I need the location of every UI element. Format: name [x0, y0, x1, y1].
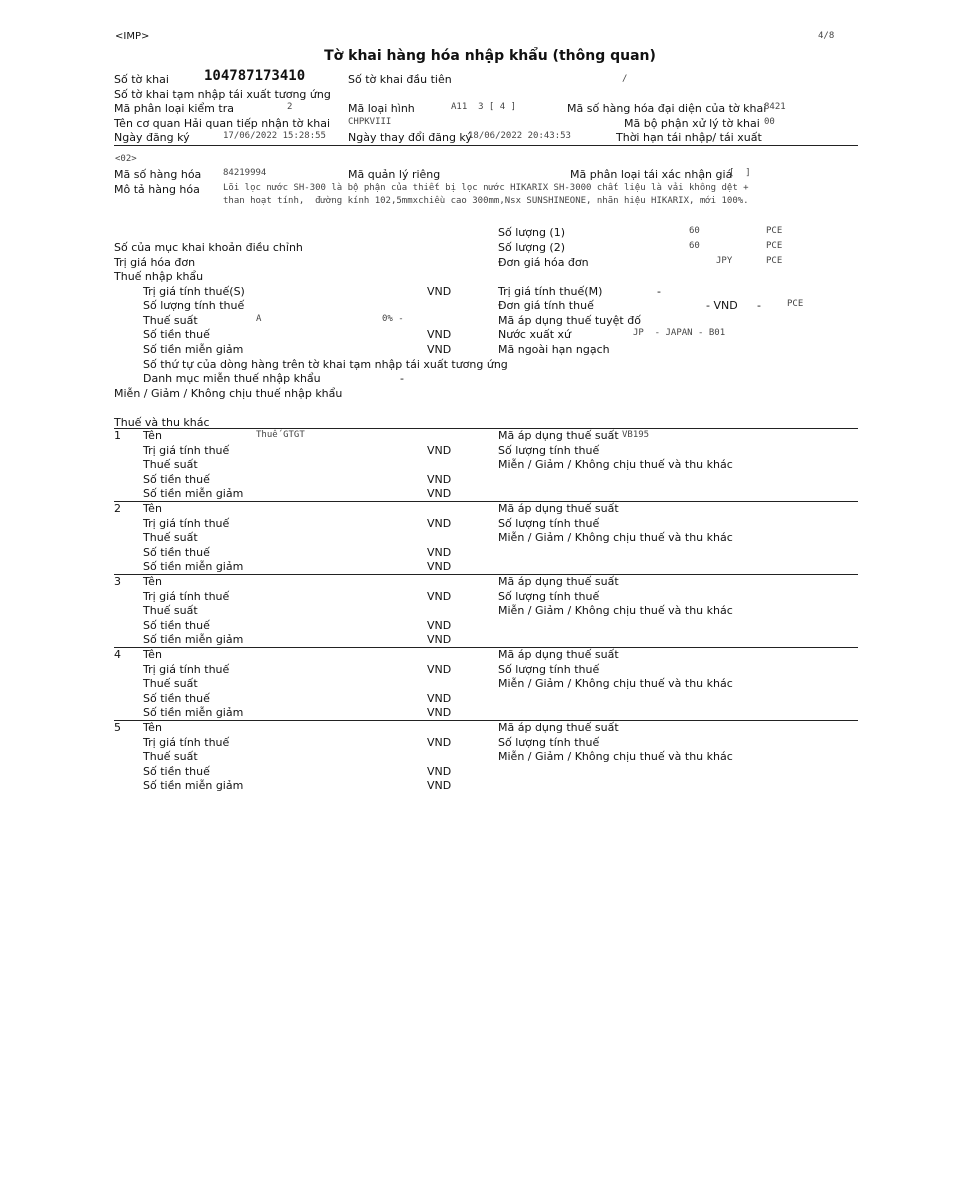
tax-mien-giam-amount-cur: VND	[427, 706, 452, 720]
thue-suat-value: 0% -	[382, 314, 404, 324]
so-luong-1-label: Số lượng (1)	[498, 226, 565, 239]
tax-mien-giam-label: Miễn / Giảm / Không chịu thuế và thu khác	[498, 750, 733, 764]
don-gia-hoa-don-label: Đơn giá hóa đơn	[498, 256, 589, 269]
ngay-thay-doi-value: 18/06/2022 20:43:53	[468, 131, 571, 141]
tax-tri-gia-cur: VND	[427, 589, 452, 603]
so-tien-mien-giam-label: Số tiền miễn giảm	[143, 343, 244, 356]
tax-thue-suat-label: Thuế suất	[143, 750, 198, 764]
tax-name-label: Tên	[143, 429, 162, 442]
don-gia-tinh-thue-label: Đơn giá tính thuế	[498, 299, 594, 312]
so-luong-2-value: 60	[689, 241, 700, 251]
ma-so-hh-dai-dien-label: Mã số hàng hóa đại diện của tờ khai	[567, 102, 767, 115]
don-gia-tinh-thue-unit: PCE	[787, 299, 804, 309]
tax-tri-gia-cur: VND	[427, 443, 452, 457]
tax-tri-gia-label: Trị giá tính thuế	[143, 662, 230, 676]
header-divider	[114, 145, 858, 146]
so-cua-muc-khai-label: Số của mục khai khoản điều chỉnh	[114, 241, 303, 254]
tax-so-luong-label: Số lượng tính thuế	[498, 589, 600, 603]
don-gia-currency: JPY	[716, 256, 733, 266]
ma-bo-phan-xu-ly-label: Mã bộ phận xử lý tờ khai	[624, 117, 760, 130]
tri-gia-tinh-thue-m-label: Trị giá tính thuế(M)	[498, 285, 603, 298]
tax-so-tien-label: Số tiền thuế	[143, 545, 210, 559]
tax-ma-ap-dung-label: Mã áp dụng thuế suất	[498, 429, 619, 442]
tax-so-luong-label: Số lượng tính thuế	[498, 735, 600, 749]
so-luong-tinh-thue-label: Số lượng tính thuế	[143, 299, 245, 312]
mo-ta-line1: Lõi lọc nước SH-300 là bộ phận của thiết bị lọc nước HIKARIX SH-3000 chất liệu là vải không dệt +	[223, 183, 749, 193]
ma-quan-ly-rieng-label: Mã quản lý riêng	[348, 168, 441, 181]
tri-gia-tinh-thue-s-cur: VND	[427, 285, 452, 298]
tax-so-tien-label: Số tiền thuế	[143, 472, 210, 486]
tax-ma-ap-dung-label: Mã áp dụng thuế suất	[498, 502, 619, 515]
ma-phan-loai-tai-xac-nhan-label: Mã phân loại tái xác nhận giá	[570, 168, 733, 181]
ma-so-hh-dai-dien-value: 8421	[764, 102, 786, 112]
tax-thue-suat-label: Thuế suất	[143, 677, 198, 691]
tax-row-divider	[114, 647, 858, 648]
tax-so-tien-cur: VND	[427, 472, 452, 486]
nuoc-xuat-xu-value: JP - JAPAN - B01	[633, 328, 726, 338]
ngay-dang-ky-value: 17/06/2022 15:28:55	[223, 131, 326, 141]
so-thu-tu-dong-hang-label: Số thứ tự của dòng hàng trên tờ khai tạm nhập tái xuất tương ứng	[143, 358, 508, 371]
tax-row-divider	[114, 720, 858, 721]
tax-row-divider	[114, 501, 858, 502]
thue-nk-label: Thuế nhập khẩu	[114, 270, 204, 283]
ma-ngoai-han-ngach-label: Mã ngoài hạn ngạch	[498, 343, 610, 356]
ma-so-hang-hoa-value: 84219994	[223, 168, 267, 178]
tax-mien-giam-label: Miễn / Giảm / Không chịu thuế và thu khác	[498, 458, 733, 472]
tax-mien-giam-label: Miễn / Giảm / Không chịu thuế và thu khác	[498, 604, 733, 618]
so-to-khai-dau-tien-label: Số tờ khai đầu tiên	[348, 73, 452, 86]
tri-gia-hoa-don-label: Trị giá hóa đơn	[114, 256, 196, 269]
tax-mien-giam-amount-cur: VND	[427, 633, 452, 647]
tax-mien-giam-amount-label: Số tiền miễn giảm	[143, 487, 244, 501]
mo-ta-line2: than hoạt tính, đường kính 102,5mmxchiều cao 300mm,Nsx SUNSHINEONE, nhãn hiệu HIKARIX, mới 100%.	[223, 196, 749, 206]
tax-ma-ap-dung-label: Mã áp dụng thuế suất	[498, 721, 619, 734]
tax-so-tien-cur: VND	[427, 764, 452, 778]
tax-row-number: 4	[114, 648, 121, 661]
tax-tri-gia-cur: VND	[427, 662, 452, 676]
ma-bo-phan-xu-ly-value: 00	[764, 117, 775, 127]
tax-thue-suat-label: Thuế suất	[143, 458, 198, 472]
tax-name-label: Tên	[143, 502, 162, 515]
so-to-khai-value: 104787173410	[204, 68, 306, 84]
tax-tri-gia-label: Trị giá tính thuế	[143, 443, 230, 457]
ten-co-quan-hq-label: Tên cơ quan Hải quan tiếp nhận tờ khai	[114, 117, 331, 130]
tax-name-label: Tên	[143, 575, 162, 588]
tax-so-luong-label: Số lượng tính thuế	[498, 443, 600, 457]
tax-name-value: Thuế GTGT	[256, 430, 305, 440]
tax-thue-suat-label: Thuế suất	[143, 604, 198, 618]
tax-mien-giam-label: Miễn / Giảm / Không chịu thuế và thu khác	[498, 531, 733, 545]
tax-mien-giam-amount-cur: VND	[427, 487, 452, 501]
thoi-han-label: Thời hạn tái nhập/ tái xuất	[616, 131, 762, 144]
don-gia-tinh-thue-dash: -	[757, 299, 761, 312]
tax-so-tien-label: Số tiền thuế	[143, 764, 210, 778]
item-index: <02>	[115, 154, 137, 164]
danh-muc-mien-thue-value: -	[400, 372, 404, 385]
tax-so-tien-label: Số tiền thuế	[143, 618, 210, 632]
page-number: 4/8	[818, 31, 835, 41]
tax-so-tien-cur: VND	[427, 545, 452, 559]
thue-suat-label: Thuế suất	[143, 314, 198, 327]
tax-mien-giam-amount-label: Số tiền miễn giảm	[143, 779, 244, 793]
ngay-thay-doi-label: Ngày thay đổi đăng ký	[348, 131, 472, 144]
mo-ta-label: Mô tả hàng hóa	[114, 183, 200, 196]
ma-loai-hinh-value: A11 3 [ 4 ]	[451, 102, 517, 112]
other-taxes-heading: Thuế và thu khác	[114, 416, 210, 429]
don-gia-tinh-thue-cur: - VND	[706, 299, 738, 312]
ma-phan-loai-kiem-tra-value: 2	[287, 102, 293, 112]
tax-so-luong-label: Số lượng tính thuế	[498, 516, 600, 530]
page-title: Tờ khai hàng hóa nhập khẩu (thông quan)	[324, 48, 656, 64]
so-tien-mien-giam-cur: VND	[427, 343, 452, 356]
so-luong-1-value: 60	[689, 226, 700, 236]
so-luong-2-label: Số lượng (2)	[498, 241, 565, 254]
tax-row-divider	[114, 574, 858, 575]
tax-ma-ap-dung-label: Mã áp dụng thuế suất	[498, 648, 619, 661]
mien-giam-nk-label: Miễn / Giảm / Không chịu thuế nhập khẩu	[114, 387, 343, 400]
ngay-dang-ky-label: Ngày đăng ký	[114, 131, 190, 144]
tax-row-number: 1	[114, 429, 121, 442]
tri-gia-tinh-thue-s-label: Trị giá tính thuế(S)	[143, 285, 245, 298]
tax-tri-gia-label: Trị giá tính thuế	[143, 735, 230, 749]
ma-so-hang-hoa-label: Mã số hàng hóa	[114, 168, 202, 181]
ten-co-quan-hq-value: CHPKVIII	[348, 117, 392, 127]
ma-phan-loai-kiem-tra-label: Mã phân loại kiểm tra	[114, 102, 234, 115]
tax-so-tien-cur: VND	[427, 691, 452, 705]
so-to-khai-dau-tien-value: /	[622, 74, 628, 84]
tax-mien-giam-amount-label: Số tiền miễn giảm	[143, 633, 244, 647]
tax-mien-giam-amount-label: Số tiền miễn giảm	[143, 706, 244, 720]
tax-ma-ap-dung-label: Mã áp dụng thuế suất	[498, 575, 619, 588]
tax-mien-giam-label: Miễn / Giảm / Không chịu thuế và thu khác	[498, 677, 733, 691]
tax-mien-giam-amount-label: Số tiền miễn giảm	[143, 560, 244, 574]
so-tk-tam-nhap-label: Số tờ khai tạm nhập tái xuất tương ứng	[114, 88, 331, 101]
tax-tri-gia-label: Trị giá tính thuế	[143, 516, 230, 530]
tax-ma-ap-dung-value: VB195	[622, 430, 650, 440]
tax-mien-giam-amount-cur: VND	[427, 779, 452, 793]
tax-row-divider	[114, 428, 858, 429]
ma-loai-hinh-label: Mã loại hình	[348, 102, 415, 115]
tax-name-label: Tên	[143, 648, 162, 661]
tax-tri-gia-label: Trị giá tính thuế	[143, 589, 230, 603]
tax-thue-suat-label: Thuế suất	[143, 531, 198, 545]
so-luong-2-unit: PCE	[766, 241, 783, 251]
form-code: <IMP>	[115, 31, 150, 42]
tax-so-tien-label: Số tiền thuế	[143, 691, 210, 705]
tax-so-luong-label: Số lượng tính thuế	[498, 662, 600, 676]
tax-tri-gia-cur: VND	[427, 735, 452, 749]
so-luong-1-unit: PCE	[766, 226, 783, 236]
thue-suat-code: A	[256, 314, 262, 324]
so-tien-thue-cur: VND	[427, 328, 452, 341]
tax-row-number: 5	[114, 721, 121, 734]
ma-ap-dung-tuyet-doi-label: Mã áp dụng thuế tuyệt đố	[498, 314, 641, 327]
tax-mien-giam-amount-cur: VND	[427, 560, 452, 574]
tax-row-number: 2	[114, 502, 121, 515]
tri-gia-tinh-thue-m-value: -	[657, 285, 661, 298]
nuoc-xuat-xu-label: Nước xuất xứ	[498, 328, 571, 341]
danh-muc-mien-thue-label: Danh mục miễn thuế nhập khẩu	[143, 372, 321, 385]
so-to-khai-label: Số tờ khai	[114, 73, 169, 86]
so-tien-thue-label: Số tiền thuế	[143, 328, 210, 341]
tax-name-label: Tên	[143, 721, 162, 734]
tax-so-tien-cur: VND	[427, 618, 452, 632]
don-gia-unit: PCE	[766, 256, 783, 266]
ma-phan-loai-tai-xac-nhan-value: [ ]	[729, 168, 751, 178]
tax-tri-gia-cur: VND	[427, 516, 452, 530]
tax-row-number: 3	[114, 575, 121, 588]
